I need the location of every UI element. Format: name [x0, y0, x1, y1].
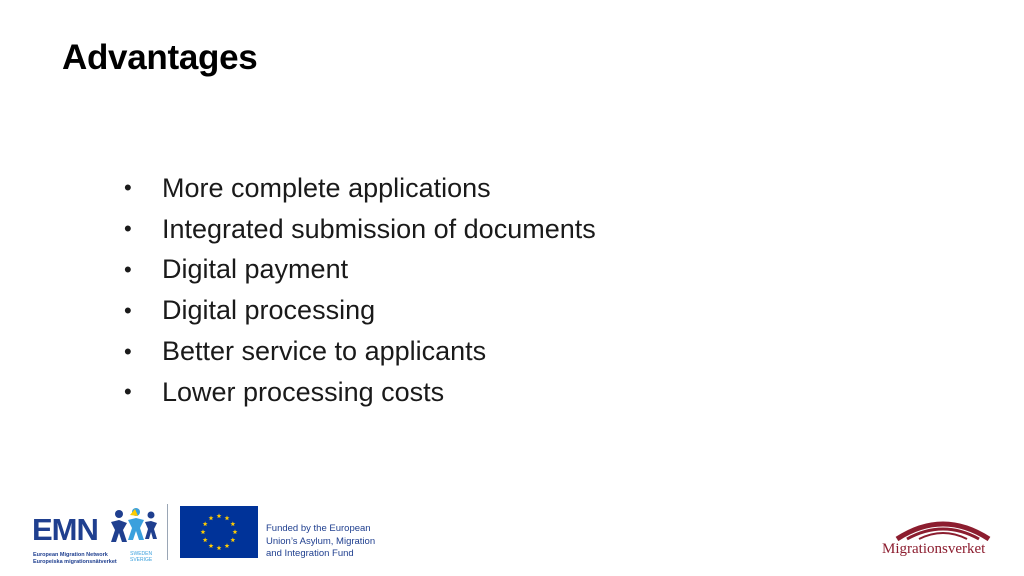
emn-logo	[32, 504, 162, 564]
list-item	[118, 168, 596, 209]
migrationsverket-word: Migrationsverket	[882, 541, 986, 557]
footer-divider	[167, 504, 168, 560]
bullet-list	[118, 168, 596, 413]
bullet-text: Digital payment	[162, 254, 349, 285]
bullet-glyph: •	[124, 256, 132, 282]
bullet-glyph: •	[124, 175, 132, 201]
bullet-glyph: •	[124, 297, 132, 323]
bullet-glyph: •	[124, 379, 132, 405]
bullet-text: Lower processing costs	[162, 376, 445, 407]
slide-title: Advantages	[62, 38, 258, 77]
emn-country-sv: SVERIGE	[130, 557, 153, 563]
footer	[0, 498, 1024, 576]
eu-funding-line1: Funded by the European	[266, 523, 371, 534]
migrationsverket-logo	[882, 514, 998, 564]
emn-subtitle-sv: Europeiska migrationsnätverket	[33, 559, 117, 565]
bullet-glyph: •	[124, 216, 132, 242]
people-figures-icon	[109, 506, 159, 546]
eu-funding-text	[266, 523, 375, 561]
list-item	[118, 372, 596, 413]
emn-subtitle-en: European Migration Network	[33, 552, 108, 558]
arc-icon	[893, 517, 993, 541]
bullet-glyph: •	[124, 338, 132, 364]
list-item	[118, 331, 596, 372]
list-item	[118, 209, 596, 250]
emn-logo-word: EMN	[32, 512, 98, 547]
bullet-text: More complete applications	[162, 172, 491, 203]
eu-funding-line2: Union’s Asylum, Migration	[266, 535, 376, 547]
bullet-text: Better service to applicants	[162, 336, 487, 367]
eu-flag-icon	[180, 506, 258, 558]
emn-country-en: SWEDEN	[130, 551, 153, 557]
bullet-text: Digital processing	[162, 295, 376, 326]
eu-funding-line3: and Integration Fund	[266, 548, 354, 559]
bullet-text: Integrated submission of documents	[162, 213, 596, 244]
list-item	[118, 290, 596, 331]
list-item	[118, 250, 596, 291]
